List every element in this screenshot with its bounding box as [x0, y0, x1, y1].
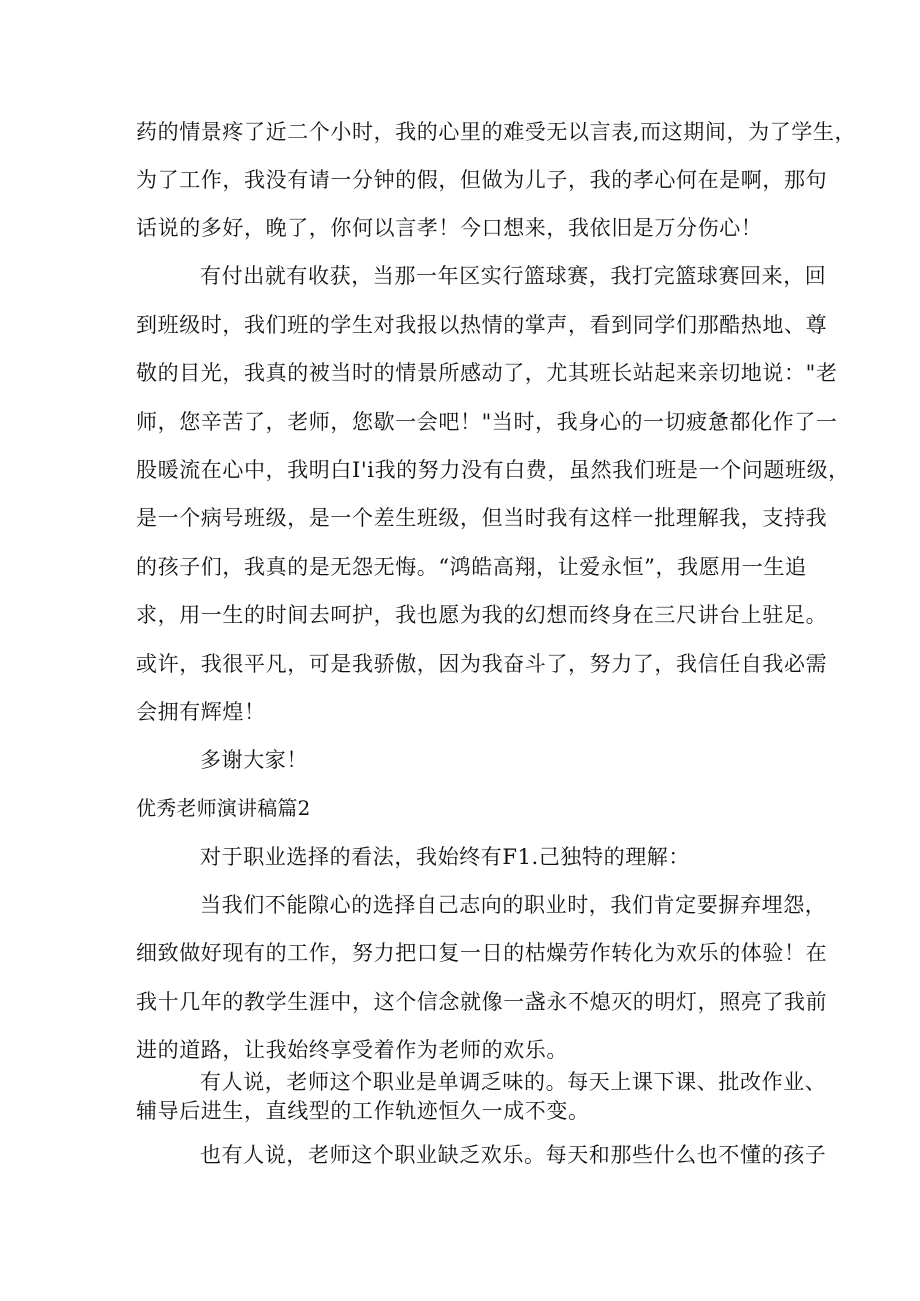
body-text-line: 药的情景疼了近二个小时，我的心里的难受无以言表,而这期间，为了学生， [136, 120, 857, 144]
body-text-line: 细致做好现有的工作，努力把口复一日的枯燥劳作转化为欢乐的体验！在 [136, 941, 828, 965]
section-heading: 优秀老师演讲稿篇2 [136, 796, 311, 820]
body-text-line: 我十几年的教学生涯中，这个信念就像一盏永不熄灭的明灯，照亮了我前 [136, 990, 828, 1014]
body-text-line: 到班级时，我们班的学生对我报以热情的掌声，看到同学们那酷热地、尊 [136, 313, 828, 337]
body-text-line: 的孩子们，我真的是无怨无悔。“鸿皓高翔，让爱永恒”，我愿用一生追 [136, 555, 807, 579]
body-text-line: 有人说，老师这个职业是单调乏味的。每天上课下课、批改作业、 [200, 1070, 827, 1094]
body-text-line: 求，用一生的时间去呵护，我也愿为我的幻想而终身在三尺讲台上驻足。 [136, 603, 828, 627]
body-text-line: 师，您辛苦了，老师，您歇一会吧！"当时，我身心的一切疲惫都化作了一 [136, 410, 838, 434]
body-text-line: 也有人说，老师这个职业缺乏欢乐。每天和那些什么也不懂的孩子 [200, 1143, 827, 1167]
thanks-line: 多谢大家！ [200, 748, 308, 772]
body-text-line: 会拥有辉煌！ [136, 700, 266, 724]
body-text-line: 股暖流在心中，我明白I'i我的努力没有白费，虽然我们班是一个问题班级， [136, 458, 850, 482]
body-text-line: 进的道路，让我始终享受着作为老师的欢乐。 [136, 1038, 568, 1062]
body-text-line: 话说的多好，晚了，你何以言孝！今口想来，我依旧是万分伤心！ [136, 216, 763, 240]
body-text-line: 是一个病号班级，是一个差生班级，但当时我有这样一批理解我，支持我 [136, 506, 828, 530]
body-text-line: 当我们不能隙心的选择自己志向的职业时，我们肯定要摒弃埋怨， [200, 893, 827, 917]
body-text-line: 对于职业选择的看法，我始终有F1.己独特的理解： [200, 845, 691, 869]
body-text-line: 敬的目光，我真的被当时的情景所感动了，尤其班长站起来亲切地说："老 [136, 361, 838, 385]
body-text-line: 或许，我很平凡，可是我骄傲，因为我奋斗了，努力了，我信任自我必需 [136, 652, 828, 676]
body-text-line: 有付出就有收获，当那一年区实行篮球赛，我打完篮球赛回来，回 [200, 264, 827, 288]
body-text-line: 为了工作，我没有请一分钟的假，但做为儿子，我的孝心何在是啊，那句 [136, 168, 828, 192]
body-text-line: 辅导后进生，直线型的工作轨迹恒久一成不变。 [136, 1099, 590, 1123]
